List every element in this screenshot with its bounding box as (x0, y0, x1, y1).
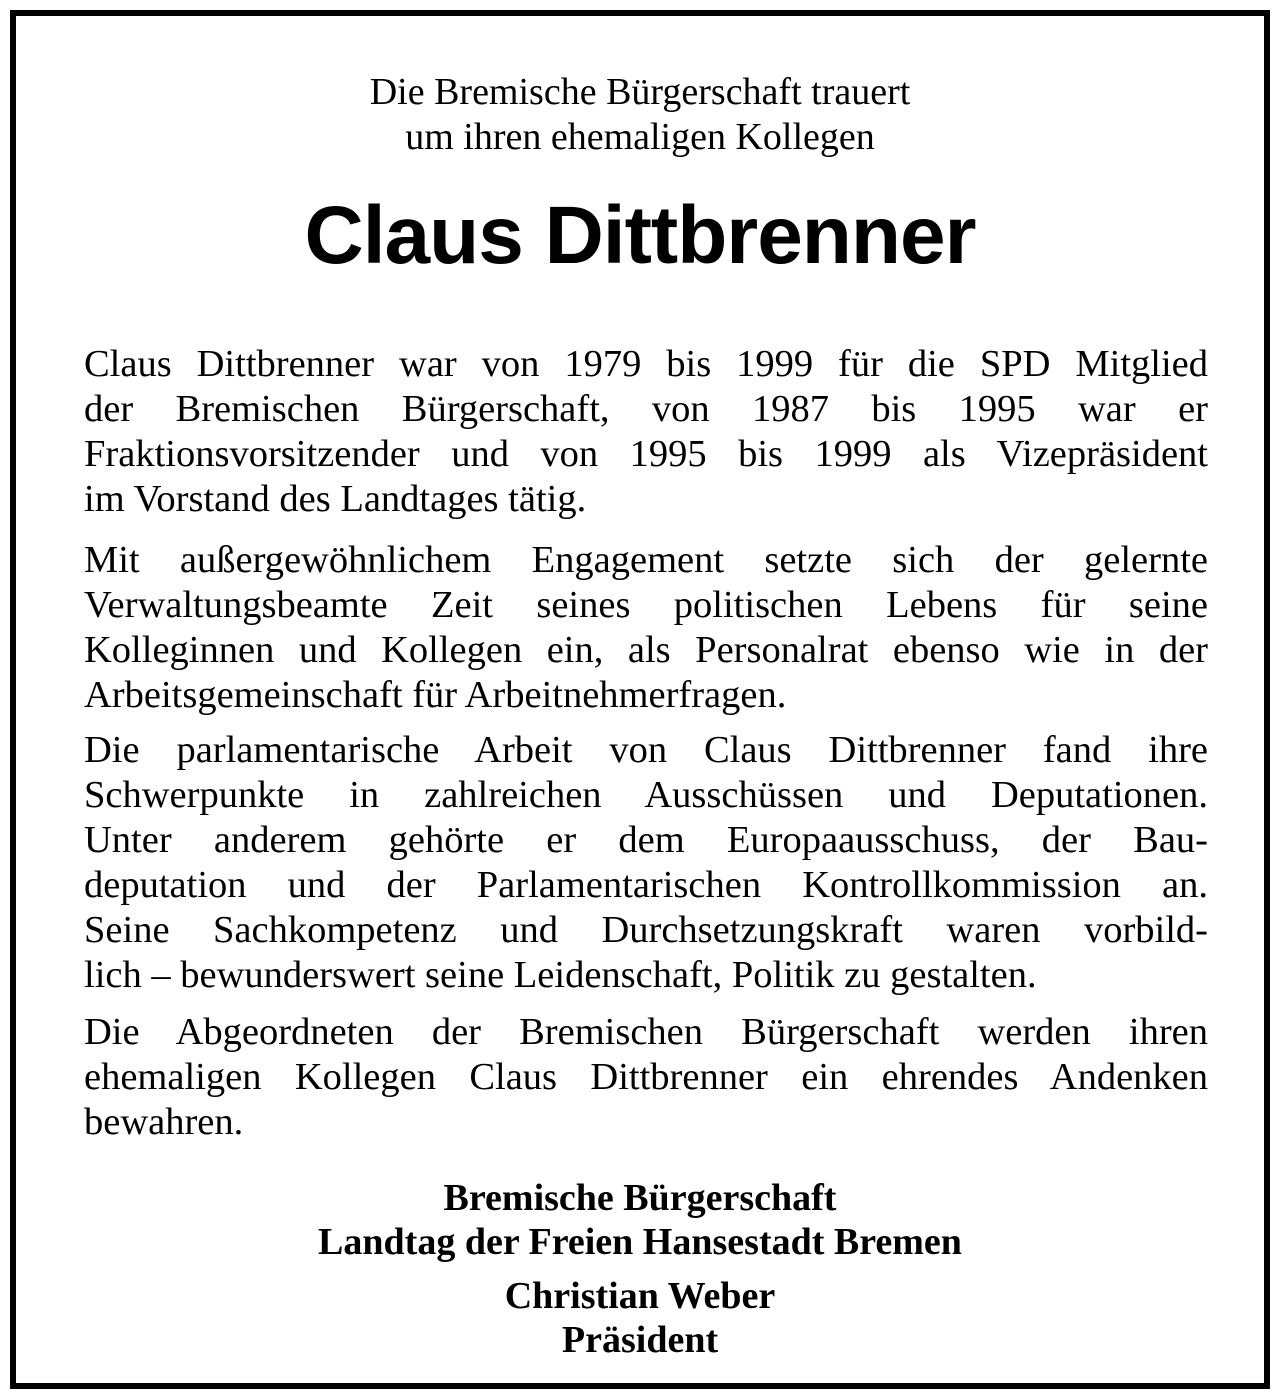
text-line: ehemaligen Kollegen Claus Dittbrenner ein ehrendes Andenken (84, 1056, 1208, 1098)
deceased-name: Claus Dittbrenner (304, 190, 976, 281)
text-line: der Bremischen Bürgerschaft, von 1987 bis 1995 war er (84, 388, 1208, 430)
text-line: deputation und der Parlamentarischen Kontrollkommission an. (84, 864, 1208, 906)
text-line: bewahren. (84, 1101, 244, 1143)
intro-line-2: um ihren ehemaligen Kollegen (405, 116, 875, 158)
text-line: Die Abgeordneten der Bremischen Bürgerschaft werden ihren (84, 1011, 1208, 1053)
text-line: lich – bewunderswert seine Leidenschaft, Politik zu gestalten. (84, 954, 1037, 996)
text-line: Kolleginnen und Kollegen ein, als Personalrat ebenso wie in der (84, 629, 1208, 671)
text-line: Die parlamentarische Arbeit von Claus Dittbrenner fand ihre (84, 729, 1208, 771)
intro-line-1: Die Bremische Bürgerschaft trauert (369, 71, 911, 113)
signature-parliament: Landtag der Freien Hansestadt Bremen (318, 1221, 962, 1263)
text-line: Claus Dittbrenner war von 1979 bis 1999 für die SPD Mitglied (84, 343, 1208, 385)
text-line: im Vorstand des Landtages tätig. (84, 478, 587, 520)
text-line: Unter anderem gehörte er dem Europaausschuss, der Bau- (84, 819, 1208, 861)
paragraph-remembrance (84, 1010, 1208, 1145)
text-line: Mit außergewöhnlichem Engagement setzte sich der gelernte (84, 539, 1208, 581)
text-line: Schwerpunkte in zahlreichen Ausschüssen und Deputationen. (84, 774, 1208, 816)
signature-institution: Bremische Bürgerschaft (443, 1177, 837, 1219)
text-line: Arbeitsgemeinschaft für Arbeitnehmerfragen. (84, 674, 787, 716)
paragraph-parliamentary-work (84, 728, 1208, 998)
obituary-notice (10, 10, 1270, 1389)
signature-title: Präsident (561, 1319, 719, 1361)
text-line: Seine Sachkompetenz und Durchsetzungskraft waren vorbild- (84, 909, 1208, 951)
paragraph-career (84, 342, 1208, 522)
signature-person: Christian Weber (504, 1275, 776, 1317)
text-line: Fraktionsvorsitzender und von 1995 bis 1999 als Vizepräsident (84, 433, 1208, 475)
text-line: Verwaltungsbeamte Zeit seines politischen Lebens für seine (84, 584, 1208, 626)
paragraph-engagement (84, 538, 1208, 718)
